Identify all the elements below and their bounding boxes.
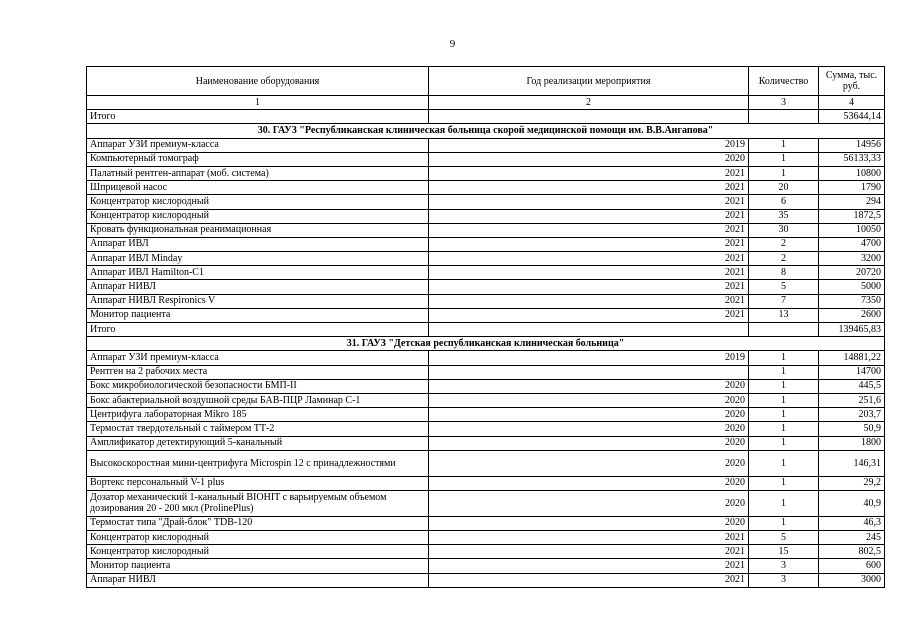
cell-year: 2020 bbox=[429, 476, 749, 490]
cell-quantity: 1 bbox=[749, 408, 819, 422]
cell-quantity: 3 bbox=[749, 559, 819, 573]
table-row bbox=[87, 252, 885, 266]
cell-name: Термостат твердотельный с таймером ТТ-2 bbox=[87, 422, 429, 436]
cell-year: 2020 bbox=[429, 379, 749, 393]
cell-name: Бокс абактериальной воздушной среды БАВ-ПЦР Ламинар С-1 bbox=[87, 393, 429, 407]
cell-sum: 7350 bbox=[819, 294, 885, 308]
cell-sum: 14700 bbox=[819, 365, 885, 379]
column-number: 4 bbox=[819, 96, 885, 110]
cell-quantity bbox=[749, 323, 819, 337]
cell-quantity: 1 bbox=[749, 365, 819, 379]
table-row bbox=[87, 436, 885, 450]
section-row bbox=[87, 337, 885, 351]
cell-quantity: 1 bbox=[749, 490, 819, 516]
section-title: 30. ГАУЗ "Республиканская клиническая больница скорой медицинской помощи им. В.В.Ангапова" bbox=[87, 124, 885, 138]
cell-quantity bbox=[749, 110, 819, 124]
cell-sum: 3000 bbox=[819, 573, 885, 587]
cell-quantity: 1 bbox=[749, 351, 819, 365]
cell-year: 2021 bbox=[429, 266, 749, 280]
cell-year: 2019 bbox=[429, 138, 749, 152]
cell-name: Палатный рентген-аппарат (моб. система) bbox=[87, 166, 429, 180]
cell-sum: 1790 bbox=[819, 181, 885, 195]
cell-sum: 53644,14 bbox=[819, 110, 885, 124]
header-row bbox=[87, 67, 885, 96]
cell-name: Аппарат УЗИ премиум-класса bbox=[87, 138, 429, 152]
header-quantity: Количество bbox=[749, 67, 819, 96]
cell-sum: 10050 bbox=[819, 223, 885, 237]
cell-quantity: 8 bbox=[749, 266, 819, 280]
cell-year: 2021 bbox=[429, 181, 749, 195]
cell-sum: 56133,33 bbox=[819, 152, 885, 166]
cell-sum: 1800 bbox=[819, 436, 885, 450]
cell-sum: 40,9 bbox=[819, 490, 885, 516]
cell-name: Амплификатор детектирующий 5-канальный bbox=[87, 436, 429, 450]
cell-name: Центрифуга лабораторная Mikro 185 bbox=[87, 408, 429, 422]
cell-year: 2020 bbox=[429, 490, 749, 516]
cell-name: Кровать функциональная реанимационная bbox=[87, 223, 429, 237]
cell-quantity: 20 bbox=[749, 181, 819, 195]
cell-quantity: 5 bbox=[749, 280, 819, 294]
cell-year: 2020 bbox=[429, 450, 749, 476]
table-row bbox=[87, 490, 885, 516]
cell-year: 2020 bbox=[429, 408, 749, 422]
table-row bbox=[87, 422, 885, 436]
total-row bbox=[87, 323, 885, 337]
cell-name: Монитор пациента bbox=[87, 559, 429, 573]
cell-name: Концентратор кислородный bbox=[87, 209, 429, 223]
cell-quantity: 6 bbox=[749, 195, 819, 209]
table-row bbox=[87, 531, 885, 545]
table-row bbox=[87, 476, 885, 490]
table-row bbox=[87, 559, 885, 573]
cell-year: 2021 bbox=[429, 195, 749, 209]
cell-sum: 139465,83 bbox=[819, 323, 885, 337]
cell-sum: 245 bbox=[819, 531, 885, 545]
cell-quantity: 1 bbox=[749, 450, 819, 476]
table-row bbox=[87, 166, 885, 180]
cell-quantity: 1 bbox=[749, 138, 819, 152]
cell-sum: 3200 bbox=[819, 252, 885, 266]
cell-name: Аппарат ИВЛ Hamilton-C1 bbox=[87, 266, 429, 280]
cell-name: Концентратор кислородный bbox=[87, 531, 429, 545]
cell-name: Аппарат НИВЛ bbox=[87, 573, 429, 587]
section-title: 31. ГАУЗ "Детская республиканская клиническая больница" bbox=[87, 337, 885, 351]
column-number: 2 bbox=[429, 96, 749, 110]
table-row bbox=[87, 308, 885, 322]
cell-sum: 14956 bbox=[819, 138, 885, 152]
table-row bbox=[87, 365, 885, 379]
cell-year: 2021 bbox=[429, 252, 749, 266]
cell-quantity: 1 bbox=[749, 379, 819, 393]
cell-year bbox=[429, 323, 749, 337]
cell-sum: 2600 bbox=[819, 308, 885, 322]
cell-name: Аппарат ИВЛ Minday bbox=[87, 252, 429, 266]
cell-name: Рентген на 2 рабочих места bbox=[87, 365, 429, 379]
cell-sum: 802,5 bbox=[819, 545, 885, 559]
table-row bbox=[87, 573, 885, 587]
column-number: 3 bbox=[749, 96, 819, 110]
cell-quantity: 7 bbox=[749, 294, 819, 308]
cell-year bbox=[429, 365, 749, 379]
cell-sum: 146,31 bbox=[819, 450, 885, 476]
total-row bbox=[87, 110, 885, 124]
cell-year: 2021 bbox=[429, 531, 749, 545]
table-row bbox=[87, 280, 885, 294]
table-row bbox=[87, 237, 885, 251]
cell-year: 2021 bbox=[429, 237, 749, 251]
table-row bbox=[87, 450, 885, 476]
cell-year: 2021 bbox=[429, 280, 749, 294]
table-row bbox=[87, 181, 885, 195]
cell-year: 2020 bbox=[429, 152, 749, 166]
cell-quantity: 15 bbox=[749, 545, 819, 559]
cell-sum: 14881,22 bbox=[819, 351, 885, 365]
cell-name: Вортекс персональный V-1 plus bbox=[87, 476, 429, 490]
cell-year: 2020 bbox=[429, 422, 749, 436]
table-row bbox=[87, 152, 885, 166]
header-name: Наименование оборудования bbox=[87, 67, 429, 96]
cell-name: Высокоскоростная мини-центрифуга Microspin 12 с принадлежностями bbox=[87, 450, 429, 476]
cell-year: 2019 bbox=[429, 351, 749, 365]
table-row bbox=[87, 545, 885, 559]
cell-name: Концентратор кислородный bbox=[87, 195, 429, 209]
cell-year: 2021 bbox=[429, 223, 749, 237]
table-row bbox=[87, 393, 885, 407]
page-number: 9 bbox=[449, 38, 456, 50]
cell-year: 2020 bbox=[429, 516, 749, 530]
column-number-row bbox=[87, 96, 885, 110]
cell-sum: 445,5 bbox=[819, 379, 885, 393]
cell-quantity: 2 bbox=[749, 237, 819, 251]
cell-name: Монитор пациента bbox=[87, 308, 429, 322]
cell-year: 2021 bbox=[429, 209, 749, 223]
cell-sum: 20720 bbox=[819, 266, 885, 280]
cell-sum: 4700 bbox=[819, 237, 885, 251]
table-row bbox=[87, 266, 885, 280]
cell-quantity: 13 bbox=[749, 308, 819, 322]
cell-sum: 10800 bbox=[819, 166, 885, 180]
cell-sum: 46,3 bbox=[819, 516, 885, 530]
cell-year: 2020 bbox=[429, 393, 749, 407]
cell-sum: 29,2 bbox=[819, 476, 885, 490]
cell-sum: 251,6 bbox=[819, 393, 885, 407]
cell-name: Аппарат НИВЛ bbox=[87, 280, 429, 294]
header-sum: Сумма, тыс. руб. bbox=[819, 67, 885, 96]
cell-name: Шприцевой насос bbox=[87, 181, 429, 195]
cell-sum: 294 bbox=[819, 195, 885, 209]
cell-name: Концентратор кислородный bbox=[87, 545, 429, 559]
table-row bbox=[87, 223, 885, 237]
cell-year: 2021 bbox=[429, 294, 749, 308]
cell-quantity: 1 bbox=[749, 393, 819, 407]
cell-name: Итого bbox=[87, 110, 429, 124]
cell-name: Дозатор механический 1-канальный BIOHIT с варьируемым объемом дозирования 20 - 200 мкл (ProlinePlus) bbox=[87, 490, 429, 516]
cell-sum: 5000 bbox=[819, 280, 885, 294]
cell-name: Итого bbox=[87, 323, 429, 337]
cell-sum: 1872,5 bbox=[819, 209, 885, 223]
equipment-table-body bbox=[87, 67, 885, 588]
cell-name: Компьютерный томограф bbox=[87, 152, 429, 166]
table-row bbox=[87, 351, 885, 365]
cell-year: 2021 bbox=[429, 573, 749, 587]
header-year: Год реализации мероприятия bbox=[429, 67, 749, 96]
cell-year bbox=[429, 110, 749, 124]
cell-year: 2021 bbox=[429, 559, 749, 573]
cell-name: Термостат типа "Драй-блок" TDB-120 bbox=[87, 516, 429, 530]
cell-quantity: 1 bbox=[749, 152, 819, 166]
cell-quantity: 2 bbox=[749, 252, 819, 266]
cell-name: Аппарат ИВЛ bbox=[87, 237, 429, 251]
cell-quantity: 35 bbox=[749, 209, 819, 223]
cell-quantity: 1 bbox=[749, 516, 819, 530]
cell-sum: 203,7 bbox=[819, 408, 885, 422]
table-row bbox=[87, 209, 885, 223]
section-row bbox=[87, 124, 885, 138]
cell-quantity: 1 bbox=[749, 166, 819, 180]
cell-year: 2020 bbox=[429, 436, 749, 450]
cell-year: 2021 bbox=[429, 308, 749, 322]
cell-quantity: 1 bbox=[749, 436, 819, 450]
table-row bbox=[87, 138, 885, 152]
cell-name: Аппарат УЗИ премиум-класса bbox=[87, 351, 429, 365]
table-row bbox=[87, 408, 885, 422]
table-row bbox=[87, 294, 885, 308]
cell-quantity: 30 bbox=[749, 223, 819, 237]
cell-quantity: 5 bbox=[749, 531, 819, 545]
column-number: 1 bbox=[87, 96, 429, 110]
cell-name: Бокс микробиологической безопасности БМП-II bbox=[87, 379, 429, 393]
table-row bbox=[87, 516, 885, 530]
cell-sum: 600 bbox=[819, 559, 885, 573]
cell-sum: 50,9 bbox=[819, 422, 885, 436]
cell-quantity: 3 bbox=[749, 573, 819, 587]
cell-year: 2021 bbox=[429, 166, 749, 180]
cell-quantity: 1 bbox=[749, 422, 819, 436]
cell-name: Аппарат НИВЛ Respironics V bbox=[87, 294, 429, 308]
equipment-table bbox=[86, 66, 885, 588]
table-row bbox=[87, 379, 885, 393]
table-row bbox=[87, 195, 885, 209]
cell-year: 2021 bbox=[429, 545, 749, 559]
cell-quantity: 1 bbox=[749, 476, 819, 490]
